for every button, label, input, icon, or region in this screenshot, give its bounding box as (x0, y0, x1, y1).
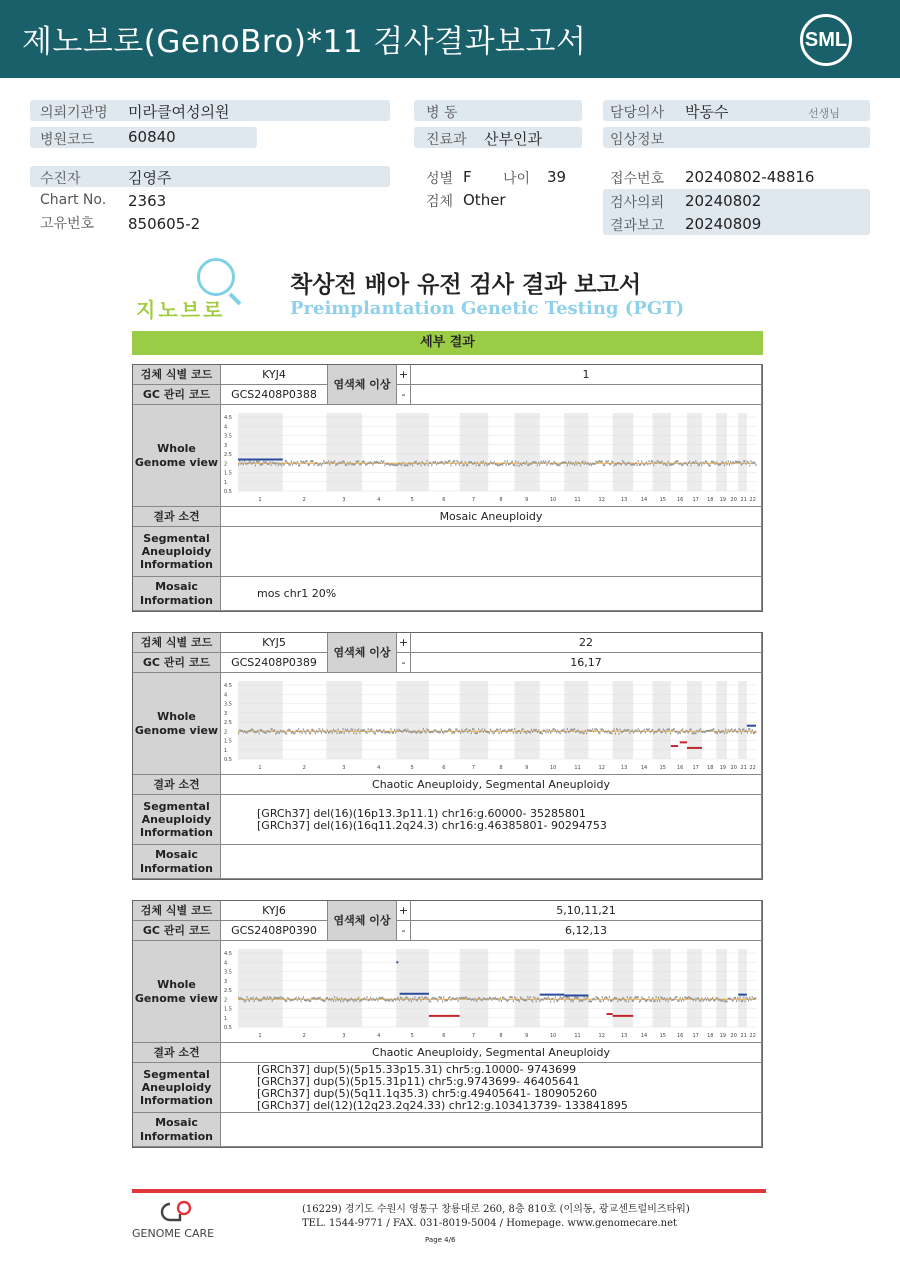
minus-sign: - (397, 385, 411, 405)
chrom-abnormal-label: 염색체 이상 (328, 633, 397, 673)
segmental-line: [GRCh37] dup(5)(5q11.1q35.3) chr5:g.49405641- 180905260 (257, 1086, 598, 1100)
x-tick-label: 6 (442, 496, 446, 503)
y-tick-label: 2.5 (224, 451, 232, 458)
report-title-en: Preimplantation Genetic Testing (PGT) (290, 298, 685, 319)
chromosome-band (716, 949, 727, 1027)
y-tick-label: 3.5 (224, 433, 232, 439)
genome-plot-cell (221, 405, 762, 507)
id-label: 고유번호 (40, 216, 95, 232)
x-tick-label: 5 (410, 1032, 414, 1039)
specimen-value: Other (463, 191, 506, 209)
chrom-abnormal-label: 염색체 이상 (328, 365, 397, 405)
dept-label: 진료과 (426, 132, 467, 148)
chromosome-band (460, 949, 489, 1027)
y-tick-label: 3.5 (224, 969, 232, 975)
x-tick-label: 20 (730, 1032, 737, 1039)
x-tick-label: 15 (659, 496, 667, 503)
x-tick-label: 22 (749, 496, 756, 503)
header-bar (0, 0, 900, 78)
x-tick-label: 3 (342, 764, 346, 771)
x-tick-label: 4 (377, 496, 381, 503)
x-tick-label: 17 (692, 496, 699, 503)
sml-logo: SML (800, 14, 852, 66)
whole-genome-plot (222, 943, 760, 1041)
x-tick-label: 22 (749, 764, 756, 771)
x-tick-label: 21 (740, 764, 747, 771)
chrom-abnormal-label: 염색체 이상 (328, 901, 397, 941)
y-tick-label: 3 (224, 710, 228, 717)
chromosome-band (716, 681, 727, 759)
x-tick-label: 19 (719, 1032, 726, 1039)
y-tick-label: 2.5 (224, 987, 232, 994)
segmental-line: [GRCh37] dup(5)(5p15.33p15.31) chr5:g.10000- 9743699 (257, 1062, 577, 1076)
x-tick-label: 2 (302, 1032, 306, 1039)
y-tick-label: 3 (224, 978, 228, 985)
chromosome-band (326, 413, 362, 491)
plus-sign: + (397, 365, 411, 385)
segmental-line: [GRCh37] del(16)(16q11.2q24.3) chr16:g.46385801- 90294753 (257, 818, 607, 832)
chromosome-band (238, 949, 283, 1027)
patient-value: 김영주 (128, 169, 172, 187)
patient-label: 수진자 (40, 171, 81, 187)
x-tick-label: 19 (719, 764, 726, 771)
chromosome-band (687, 413, 702, 491)
y-tick-label: 4 (224, 959, 228, 966)
y-tick-label: 0.5 (224, 1024, 232, 1031)
sample-code-value: KYJ4 (221, 365, 328, 385)
segmental-value (221, 1063, 762, 1113)
x-tick-label: 10 (549, 1032, 557, 1039)
hospital-code-value: 60840 (128, 128, 176, 146)
gc-code-label: GC 관리 코드 (133, 921, 221, 941)
x-tick-label: 13 (620, 1032, 628, 1039)
info-bar (30, 166, 390, 187)
gc-code-value: GCS2408P0390 (221, 921, 328, 941)
x-tick-label: 14 (640, 764, 648, 771)
genome-view-label: Whole Genome view (133, 673, 221, 775)
chromosome-band (460, 681, 489, 759)
x-tick-label: 16 (676, 496, 684, 503)
chromosome-band (564, 681, 588, 759)
x-tick-label: 8 (499, 496, 503, 503)
result-label: 결과 소견 (133, 775, 221, 795)
minus-value: 16,17 (411, 653, 762, 673)
y-tick-label: 1.5 (224, 470, 232, 476)
segmental-value (221, 795, 762, 845)
x-tick-label: 16 (676, 764, 684, 771)
y-tick-label: 4.5 (224, 950, 232, 957)
x-tick-label: 6 (442, 1032, 446, 1039)
plus-sign: + (397, 901, 411, 921)
x-tick-label: 19 (719, 496, 726, 503)
chromosome-band (326, 949, 362, 1027)
x-tick-label: 8 (499, 1032, 503, 1039)
specimen-label: 검체 (426, 194, 454, 210)
result-value: Mosaic Aneuploidy (221, 507, 762, 527)
sample-code-value: KYJ5 (221, 633, 328, 653)
x-tick-label: 10 (549, 496, 557, 503)
x-tick-label: 15 (659, 1032, 667, 1039)
sex-label: 성별 (426, 171, 454, 187)
x-tick-label: 18 (707, 764, 714, 771)
y-tick-label: 1 (224, 747, 228, 754)
x-tick-label: 1 (258, 496, 262, 503)
x-tick-label: 4 (377, 764, 381, 771)
genobro-magnifier-icon (197, 258, 235, 296)
sample-table (132, 900, 763, 1148)
doctor-value: 박동수 (685, 103, 729, 121)
chromosome-band (613, 413, 634, 491)
clinical-label: 임상정보 (610, 132, 665, 148)
x-tick-label: 18 (707, 496, 714, 503)
footer-line (132, 1189, 766, 1193)
receipt-value: 20240802-48816 (685, 168, 815, 186)
y-tick-label: 4.5 (224, 414, 232, 421)
age-value: 39 (547, 168, 567, 186)
x-tick-label: 16 (676, 1032, 684, 1039)
report-value: 20240809 (685, 215, 762, 233)
genome-view-label: Whole Genome view (133, 941, 221, 1043)
x-tick-label: 9 (525, 764, 529, 771)
plus-value: 5,10,11,21 (411, 901, 762, 921)
y-tick-label: 0.5 (224, 488, 232, 495)
genome-view-label: Whole Genome view (133, 405, 221, 507)
sample-table (132, 632, 763, 880)
section-header: 세부 결과 (132, 331, 763, 355)
doctor-label: 담당의사 (610, 105, 665, 121)
x-tick-label: 7 (471, 764, 476, 771)
whole-genome-plot (222, 675, 760, 773)
x-tick-label: 21 (740, 496, 747, 503)
minus-value: 6,12,13 (411, 921, 762, 941)
mosaic-value (221, 845, 762, 879)
plus-value: 1 (411, 365, 762, 385)
contact-line: TEL. 1544-9771 / FAX. 031-8019-5004 / Homepage. www.genomecare.net (302, 1218, 678, 1229)
footer-address (302, 1203, 690, 1231)
plus-sign: + (397, 633, 411, 653)
segmental-label: Segmental Aneuploidy Information (133, 795, 221, 845)
y-tick-label: 1 (224, 479, 228, 486)
genome-care-text: GENOME CARE (132, 1227, 215, 1240)
x-tick-label: 1 (258, 764, 262, 771)
segmental-line: [GRCh37] del(16)(16p13.3p11.1) chr16:g.60000- 35285801 (257, 806, 586, 820)
x-tick-label: 9 (525, 496, 529, 503)
minus-value (411, 385, 762, 405)
institution-value: 미라클여성의원 (128, 103, 230, 121)
sample-code-label: 검체 식별 코드 (133, 633, 221, 653)
mosaic-label: Mosaic Information (133, 577, 221, 611)
x-tick-label: 12 (598, 764, 605, 771)
mosaic-label: Mosaic Information (133, 1113, 221, 1147)
report-label: 결과보고 (610, 218, 665, 234)
request-label: 검사의뢰 (610, 195, 665, 211)
minus-sign: - (397, 921, 411, 941)
sample-code-value: KYJ6 (221, 901, 328, 921)
result-label: 결과 소견 (133, 507, 221, 527)
segmental-label: Segmental Aneuploidy Information (133, 1063, 221, 1113)
gc-code-value: GCS2408P0389 (221, 653, 328, 673)
x-tick-label: 3 (342, 496, 346, 503)
segmental-label: Segmental Aneuploidy Information (133, 527, 221, 577)
x-tick-label: 15 (659, 764, 667, 771)
y-tick-label: 2 (224, 460, 228, 467)
y-tick-label: 3 (224, 442, 228, 449)
y-tick-label: 4 (224, 423, 228, 430)
x-tick-label: 2 (302, 764, 306, 771)
x-tick-label: 11 (574, 496, 581, 503)
y-tick-label: 0.5 (224, 756, 232, 763)
x-tick-label: 1 (258, 1032, 262, 1039)
x-tick-label: 12 (598, 1032, 605, 1039)
x-tick-label: 17 (692, 1032, 699, 1039)
segmental-value (221, 527, 762, 577)
x-tick-label: 20 (730, 764, 737, 771)
plus-value: 22 (411, 633, 762, 653)
chromosome-band (396, 949, 429, 1027)
genome-plot-cell (221, 673, 762, 775)
chromosome-band (613, 681, 634, 759)
dept-value: 산부인과 (484, 130, 542, 148)
y-tick-label: 1 (224, 1015, 228, 1022)
x-tick-label: 17 (692, 764, 699, 771)
doctor-suffix: 선생님 (808, 107, 840, 120)
x-tick-label: 14 (640, 496, 648, 503)
x-tick-label: 6 (442, 764, 446, 771)
chromosome-band (564, 413, 588, 491)
x-tick-label: 8 (499, 764, 503, 771)
chromosome-band (514, 413, 539, 491)
chromosome-band (652, 681, 670, 759)
chromosome-band (514, 949, 539, 1027)
chromosome-band (460, 413, 489, 491)
sample-code-label: 검체 식별 코드 (133, 365, 221, 385)
chromosome-band (687, 949, 702, 1027)
whole-genome-plot (222, 407, 760, 505)
chart-label: Chart No. (40, 192, 107, 208)
x-tick-label: 12 (598, 496, 605, 503)
gc-code-label: GC 관리 코드 (133, 385, 221, 405)
chromosome-band (238, 413, 283, 491)
chart-value: 2363 (128, 192, 167, 210)
sample-code-label: 검체 식별 코드 (133, 901, 221, 921)
x-tick-label: 11 (574, 764, 581, 771)
address-line: (16229) 경기도 수원시 영통구 창룡대로 260, 8층 810호 (이의동, 광교센트럴비즈타워) (302, 1204, 690, 1215)
result-label: 결과 소견 (133, 1043, 221, 1063)
chromosome-band (716, 413, 727, 491)
x-tick-label: 13 (620, 764, 628, 771)
result-value: Chaotic Aneuploidy, Segmental Aneuploidy (221, 775, 762, 795)
x-tick-label: 21 (740, 1032, 747, 1039)
report-title-ko: 착상전 배아 유전 검사 결과 보고서 (290, 272, 642, 298)
y-tick-label: 1.5 (224, 738, 232, 744)
gc-code-value: GCS2408P0388 (221, 385, 328, 405)
x-tick-label: 5 (410, 496, 414, 503)
y-tick-label: 4.5 (224, 682, 232, 689)
genome-plot-cell (221, 941, 762, 1043)
x-tick-label: 7 (471, 1032, 476, 1039)
sex-value: F (463, 168, 472, 186)
chromosome-band (396, 413, 429, 491)
chromosome-band (738, 681, 747, 759)
chromosome-band (238, 681, 283, 759)
page-number: Page 4/6 (425, 1236, 456, 1244)
y-tick-label: 2 (224, 728, 228, 735)
mosaic-value: mos chr1 20% (221, 577, 762, 611)
request-value: 20240802 (685, 192, 762, 210)
mosaic-value (221, 1113, 762, 1147)
id-value: 850605-2 (128, 215, 201, 233)
receipt-label: 접수번호 (610, 171, 665, 187)
chromosome-band (396, 681, 429, 759)
sample-table (132, 364, 763, 612)
x-tick-label: 9 (525, 1032, 529, 1039)
y-tick-label: 1.5 (224, 1006, 232, 1012)
x-tick-label: 22 (749, 1032, 756, 1039)
segmental-line: [GRCh37] del(12)(12q23.2q24.33) chr12:g.103413739- 133841895 (257, 1098, 628, 1112)
x-tick-label: 14 (640, 1032, 648, 1039)
y-tick-label: 3.5 (224, 701, 232, 707)
x-tick-label: 13 (620, 496, 628, 503)
ward-label: 병 동 (426, 105, 458, 121)
segmental-line: [GRCh37] dup(5)(5p15.31p11) chr5:g.9743699- 46405641 (257, 1074, 580, 1088)
x-tick-label: 18 (707, 1032, 714, 1039)
x-tick-label: 20 (730, 496, 737, 503)
chromosome-band (738, 413, 747, 491)
x-tick-label: 4 (377, 1032, 381, 1039)
x-tick-label: 7 (471, 496, 476, 503)
x-tick-label: 10 (549, 764, 557, 771)
chromosome-band (738, 949, 747, 1027)
y-tick-label: 2.5 (224, 719, 232, 726)
institution-label: 의뢰기관명 (40, 105, 108, 121)
chromosome-band (564, 949, 588, 1027)
y-tick-label: 4 (224, 691, 228, 698)
chromosome-band (652, 949, 670, 1027)
chromosome-band (514, 681, 539, 759)
genobro-logo-text: 지노브로 (136, 298, 226, 322)
chromosome-band (652, 413, 670, 491)
x-tick-label: 11 (574, 1032, 581, 1039)
result-value: Chaotic Aneuploidy, Segmental Aneuploidy (221, 1043, 762, 1063)
x-tick-label: 5 (410, 764, 414, 771)
minus-sign: - (397, 653, 411, 673)
y-tick-label: 2 (224, 996, 228, 1003)
chromosome-band (326, 681, 362, 759)
x-tick-label: 3 (342, 1032, 346, 1039)
gc-code-label: GC 관리 코드 (133, 653, 221, 673)
mosaic-label: Mosaic Information (133, 845, 221, 879)
x-tick-label: 2 (302, 496, 306, 503)
hospital-code-label: 병원코드 (40, 132, 95, 148)
page-title: 제노브로(GenoBro)*11 검사결과보고서 (22, 24, 587, 60)
age-label: 나이 (503, 171, 531, 187)
